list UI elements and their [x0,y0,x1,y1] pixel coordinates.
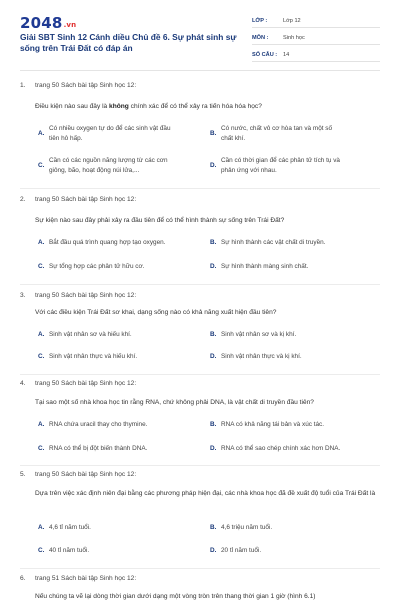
question-4 [20,380,380,452]
question-text: Sự kiện nào sau đây phải xảy ra đầu tiên để có thể hình thành sự sống trên Trái Đất? [35,217,285,224]
option-letter: C. [38,445,45,452]
question-header [20,471,380,481]
question-2 [20,196,380,270]
question-divider [20,568,380,569]
option-letter: C. [38,263,45,270]
option-letter: A. [38,331,45,338]
option-letter: A. [38,524,45,531]
option-text: Cần có các nguồn năng lượng từ các cơn [49,157,168,164]
question-source: trang 50 Sách bài tập Sinh học 12: [35,380,137,387]
option-text: RNA có thể sao chép chính xác hơn DNA. [221,445,341,452]
option-letter: D. [210,353,217,360]
document-header [0,0,400,64]
question-source: trang 51 Sách bài tập Sinh học 12: [35,575,137,582]
question-1 [20,82,380,174]
question-text: Với các điều kiện Trái Đất sơ khai, dạng sống nào có khả năng xuất hiện đầu tiên? [35,309,277,316]
option-text: RNA có thể bị đột biến thành DNA. [49,445,148,452]
question-3 [20,292,380,360]
option-letter: A. [38,130,45,137]
question-header [20,380,380,390]
option-text: chất khí. [221,135,246,142]
option-text: Sự hình thành màng sinh chất. [221,263,309,270]
question-number: 6. [20,575,26,582]
question-source: trang 50 Sách bài tập Sinh học 12: [35,471,137,478]
option-text: RNA chứa uracil thay cho thymine. [49,421,148,428]
option-letter: B. [210,331,217,338]
option-letter: C. [38,547,45,554]
question-header [20,82,380,92]
option-text: Sinh vật nhân thực và hiếu khí. [49,353,138,360]
option-text: 20 tỉ năm tuổi. [221,547,262,554]
option-text: phản ứng với nhau. [221,167,277,174]
question-text: Tại sao một số nhà khoa học tin rằng RNA, chứ không phải DNA, là vật chất di truyền đầu tiên? [35,399,314,406]
meta-info [252,16,380,67]
meta-value: 14 [283,52,290,58]
question-header [20,292,380,302]
option-text: Có nhiều oxygen tự do để các sinh vật đầu [49,125,171,132]
option-letter: C. [38,162,45,169]
question-divider [20,465,380,466]
option-text: Bắt đầu quá trình quang hợp tạo oxygen. [49,239,166,246]
question-text: Điều kiện nào sau đây là không chính xác để có thể xảy ra tiến hóa hóa học? [35,103,262,110]
option-text: Cần có thời gian để các phân tử tích tụ và [221,157,340,164]
meta-row-count [252,50,380,62]
option-letter: B. [210,239,217,246]
option-letter: C. [38,353,45,360]
option-text: Sinh vật nhân sơ và kị khí. [221,331,297,338]
option-text: Sinh vật nhân sơ và hiếu khí. [49,331,132,338]
option-text: Sự hình thành các vật chất di truyền. [221,239,326,246]
option-letter: A. [38,421,45,428]
question-number: 5. [20,471,26,478]
question-number: 2. [20,196,26,203]
logo-suffix: .vn [63,21,77,29]
header-divider [20,70,380,71]
site-logo[interactable]: 2048.vn [20,14,77,32]
question-5 [20,471,380,554]
question-source: trang 50 Sách bài tập Sinh học 12: [35,82,137,89]
meta-value: Sinh học [283,35,305,41]
option-text: 4,6 tỉ năm tuổi. [49,524,91,531]
question-header [20,196,380,206]
question-6 [20,575,380,600]
option-letter: B. [210,524,217,531]
question-source: trang 50 Sách bài tập Sinh học 12: [35,196,137,203]
option-text: 4,6 triệu năm tuổi. [221,524,273,531]
question-number: 1. [20,82,26,89]
option-letter: B. [210,421,217,428]
option-letter: B. [210,130,217,137]
option-letter: D. [210,547,217,554]
question-divider [20,284,380,285]
document-title: Giải SBT Sinh 12 Cánh diều Chủ đề 6. Sự phát sinh sự sống trên Trái Đất có đáp án [20,32,237,53]
option-text: RNA có khả năng tái bản và xúc tác. [221,421,325,428]
option-text: Sự tổng hợp các phân tử hữu cơ. [49,263,145,270]
option-letter: A. [38,239,45,246]
question-number: 4. [20,380,26,387]
option-text: Có nước, chất vô cơ hòa tan và một số [221,125,333,132]
option-text: 40 tỉ năm tuổi. [49,547,90,554]
option-text: tiên hô hấp. [49,135,83,142]
question-source: trang 50 Sách bài tập Sinh học 12: [35,292,137,299]
meta-label: LỚP : [252,18,268,24]
question-header [20,575,380,585]
question-divider [20,188,380,189]
question-number: 3. [20,292,26,299]
option-letter: D. [210,162,217,169]
option-letter: D. [210,263,217,270]
question-text: Nếu chúng ta vẽ lại dòng thời gian dưới dạng một vòng tròn trên thang thời gian 1 giờ (hình 6.1) [35,593,316,600]
emphasis-word: không [109,103,129,110]
meta-value: Lớp 12 [283,18,301,24]
meta-row-grade [252,16,380,28]
meta-row-subject [252,33,380,45]
option-letter: D. [210,445,217,452]
meta-label: MÔN : [252,35,269,41]
question-divider [20,374,380,375]
option-text: giông, bão, hoạt động núi lửa,... [49,167,140,174]
question-text: Dựa trên việc xác định niên đại bằng các phương pháp hiện đại, các nhà khoa học đã đề xuất độ tuổi của Trái Đất là [35,490,376,497]
meta-label: SỐ CÂU : [252,52,278,58]
option-text: Sinh vật nhân thực và kị khí. [221,353,302,360]
